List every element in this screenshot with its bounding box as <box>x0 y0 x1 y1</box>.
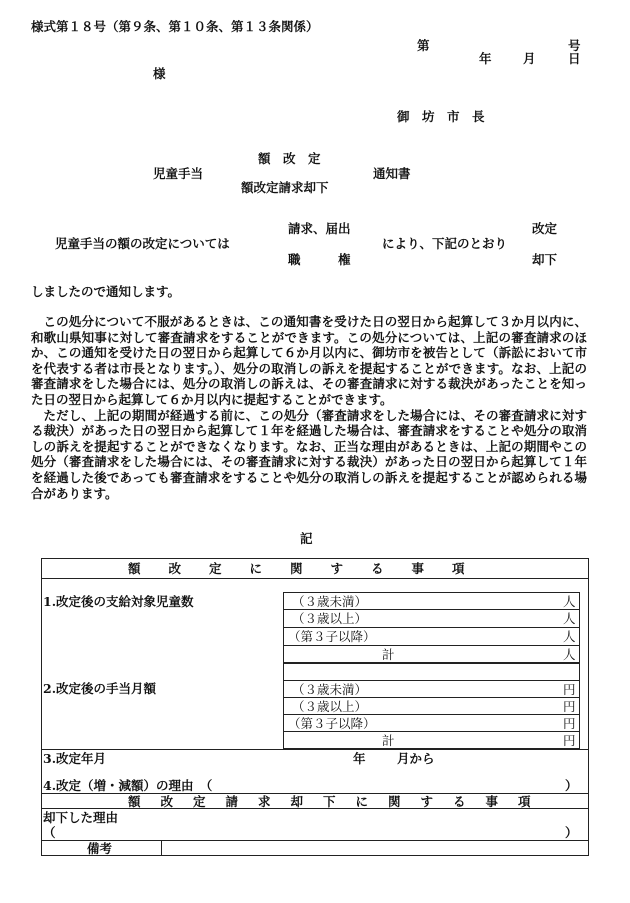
issuer: 御 坊 市 長 <box>397 109 485 124</box>
date-year: 年 <box>479 51 492 66</box>
amount-row-label: （３歳未満） <box>292 682 368 697</box>
divider <box>283 731 580 732</box>
remarks-label: 備考 <box>87 841 113 856</box>
count-row-label: （３歳以上） <box>292 611 368 626</box>
intro-middle: により、下記のとおり <box>382 236 508 251</box>
rejection-close: ） <box>565 825 578 840</box>
intro-lead: 児童手当の額の改定については <box>55 236 230 251</box>
item4-close: ） <box>565 778 578 793</box>
item2-label: 2.改定後の手当月額 <box>43 681 157 696</box>
title-option-rejection: 額改定請求却下 <box>241 180 329 195</box>
divider <box>283 627 580 628</box>
amount-row-label: （第３子以降） <box>288 716 376 731</box>
amount-row-unit: 円 <box>563 682 576 697</box>
item1-label: 1.改定後の支給対象児童数 <box>43 594 194 609</box>
divider <box>283 680 580 681</box>
addressee-suffix: 様 <box>153 66 166 81</box>
revision-header: 額改定に関する事項 <box>128 561 493 576</box>
title-option-revision: 額 改 定 <box>258 151 321 166</box>
count-row-unit: 人 <box>563 629 576 644</box>
date-day: 日 <box>568 51 581 66</box>
divider <box>283 714 580 715</box>
amount-total-unit: 円 <box>563 733 576 748</box>
divider <box>41 578 589 579</box>
appeal-notice <box>31 314 587 501</box>
number-prefix: 第 <box>417 38 430 53</box>
amount-total-label: 計 <box>382 733 395 748</box>
rejection-header: 額改定請求却下に関する事項 <box>128 794 551 809</box>
item3-year: 年 <box>353 751 366 766</box>
intro-option-revised: 改定 <box>532 221 558 236</box>
ki-mark: 記 <box>300 531 313 546</box>
divider <box>161 840 162 856</box>
date-month: 月 <box>523 51 536 66</box>
rejection-open: （ <box>43 825 56 840</box>
title-allowance: 児童手当 <box>153 166 204 181</box>
count-row-unit: 人 <box>563 594 576 609</box>
divider <box>283 645 580 646</box>
form-number: 様式第１８号（第９条、第１０条、第１３条関係） <box>31 19 319 34</box>
intro-option-ex-officio: 職 権 <box>288 252 351 267</box>
divider <box>283 697 580 698</box>
number-suffix: 号 <box>568 38 581 53</box>
divider <box>283 609 580 610</box>
divider <box>41 840 589 841</box>
amount-row-label: （３歳以上） <box>292 699 368 714</box>
appeal-paragraph-2: ただし、上記の期間が経過する前に、この処分（審査請求をした場合には、その審査請求に対する裁決）があった日の翌日から起算して１年を経過した場合は、審査請求をすることや処分の取消しの訴えを提起することができなくなります。なお、正当な理由があるときは、上記の期間やこの処分（審査請求をした場合には、その審査請求に対する裁決）があった日の翌日から起算して１年を経過した後であっても審査請求をすることや処分の取消しの訴えを提起することが認められる場合があります。 <box>31 407 587 501</box>
item3-label: 3.改定年月 <box>43 751 107 766</box>
amount-row-unit: 円 <box>563 699 576 714</box>
intro-closing: しましたので通知します。 <box>31 284 181 299</box>
count-row-label: （３歳未満） <box>292 594 368 609</box>
rejection-reason-label: 却下した理由 <box>43 810 119 825</box>
item4-label: 4.改定（増・減額）の理由 （ <box>43 778 213 793</box>
item3-month-from: 月から <box>397 751 435 766</box>
intro-option-request: 請求、届出 <box>288 221 351 236</box>
count-row-label: （第３子以降） <box>288 629 376 644</box>
title-notice: 通知書 <box>373 166 411 181</box>
count-total-unit: 人 <box>563 647 576 662</box>
count-total-label: 計 <box>382 647 395 662</box>
appeal-paragraph-1: この処分について不服があるときは、この通知書を受けた日の翌日から起算して３か月以内に、和歌山県知事に対して審査請求をすることができます。この処分については、上記の審査請求のほか、この通知を受けた日の翌日から起算して６か月以内に、御坊市を被告として（訴訟において市を代表する者は市長となります。）、処分の取消しの訴えを提起することができます。なお、上記の審査請求をした場合には、処分の取消しの訴えは、その審査請求に対する裁決があったことを知った日の翌日から起算して６か月以内に提起することができます。 <box>31 314 587 407</box>
divider <box>41 749 589 750</box>
divider <box>41 808 589 809</box>
count-row-unit: 人 <box>563 611 576 626</box>
intro-option-rejected: 却下 <box>532 252 558 267</box>
amount-row-unit: 円 <box>563 716 576 731</box>
